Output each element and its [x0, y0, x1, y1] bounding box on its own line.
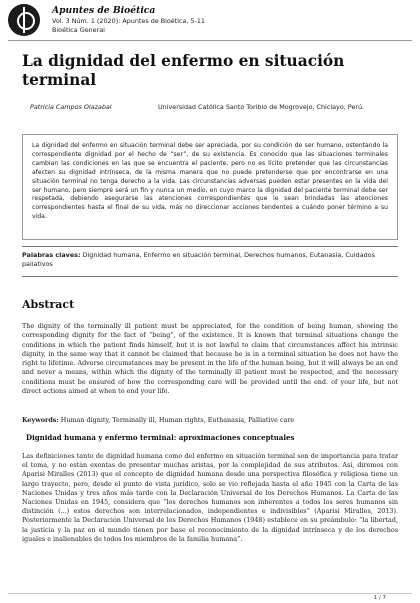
journal-header [8, 4, 412, 37]
keywords-es-label: Palabras claves: [22, 251, 81, 259]
body-paragraph: Las definiciones tanto de dignidad humana como del enfermo en situación terminal son de importancia para tratar el tema, y no están exentas de presentar muchas aristas, por la complejidad de sus atributos. Así, diremos con Aparisi Miralles (2013) que el concepto de dignidad humana desde una perspectiva filosófica y religiosa tiene un largo trayecto, pero, desde el punto de vista jurídico, solo se vio reflejada hasta el año 1945 con la Carta de las Naciones Unidas y tres años más tarde con la Declaración Universal de los Derechos Humanos. La Carta de las Naciones Unidas en 1945, considera que “los derechos humanos son inherentes a todos los seres humanos sin distinción (...) estos derechos son interrelacionados, independientes e indivisibles” (Aparisi Miralles, 2013). Posteriormente la Declaración Universal de los Derechos Humanos (1948) establece en su preámbulo: “la libertad, la justicia y la paz en el mundo tienen por base el reconocimiento de la dignidad intrínseca y de los derechos iguales e inalienables de todos los miembros de la familia humana”. [22, 452, 398, 543]
author-affiliation: Universidad Católica Santo Toribio de Mogrovejo, Chiclayo, Perú. [158, 103, 365, 111]
journal-section: Bioética General [52, 26, 105, 34]
page-number: 1 / 7 [373, 595, 386, 601]
abstract-text: The dignity of the terminally ill patient must be appreciated, for the condition of being human, showing the corresponding dignity for the fact of “being”, of the existence. It is known that terminal situations change the conditions in which the patient finds himself, but it is not lawful to claim that circumstances affect his intrinsic dignity, in the same way that it cannot be claimed that because he is in a terminal situation he does not have the right to lifetime. Adverse circumstances may be present in the life of the human being, but it will always be an end and never a means, within which the dignity of the terminally ill patient must be respected, and the necessary conditions must be ensured of how the corresponding care will be provided until the end. of your life, but not direct actions aimed at when to end your life. [22, 322, 398, 395]
header-divider [8, 40, 412, 41]
resumen-box [22, 134, 398, 240]
keywords-en-list: Human dignity, Terminally ill, Human rights, Euthanasia, Palliative care [60, 416, 295, 424]
keywords-top-divider [22, 246, 398, 247]
journal-title[interactable]: Apuntes de Bioética [52, 5, 156, 16]
keywords-en-label: Keywords: [22, 416, 59, 424]
paper-title: La dignidad del enfermo en situación terminal [22, 52, 345, 89]
footer-divider [8, 593, 412, 594]
abstract-heading: Abstract [22, 298, 75, 311]
resumen-text: La dignidad del enfermo en situación terminal debe ser apreciada, por su condición de ser humano, ostentando la correspondiente dignidad por el hecho de “ser”, de su existencia. Es conocido que las situaciones terminales cambian las condiciones en las que se encuentra el paciente, pero no es lícito pretender que las circunstancias afecten su dignidad intrínseca, de la misma manera que no puede pretenderse que por encontrarse en una situación terminal no tenga derecho a la vida. Las circunstancias adversas pueden estar presentes en la vida del ser humano, pero siempre será un fin y nunca un medio, en cuyo marco la dignidad del paciente terminal debe ser respetada, debiendo asegurarse las atenciones correspondientes que le sean brindadas las atenciones correspondientes hasta el final de su vida, más no direccionar acciones tendentes a cuándo poner término a su vida. [32, 142, 388, 221]
journal-reference: Vol. 3 Núm. 1 (2020): Apuntes de Bioética, 5-11 [52, 17, 205, 25]
keywords-es-list: Dignidad humana, Enfermo en situación terminal, Derechos humanos, Eutanasia, Cuidados paliativos [22, 251, 375, 268]
section-heading: Dignidad humana y enfermo terminal: aproximaciones conceptuales [26, 433, 295, 442]
keywords-en [22, 416, 398, 425]
keywords-bottom-divider [22, 276, 398, 277]
author-name: Patricia Campos Olazabal [30, 103, 112, 111]
journal-logo-icon [8, 4, 40, 36]
keywords-es [22, 251, 398, 269]
